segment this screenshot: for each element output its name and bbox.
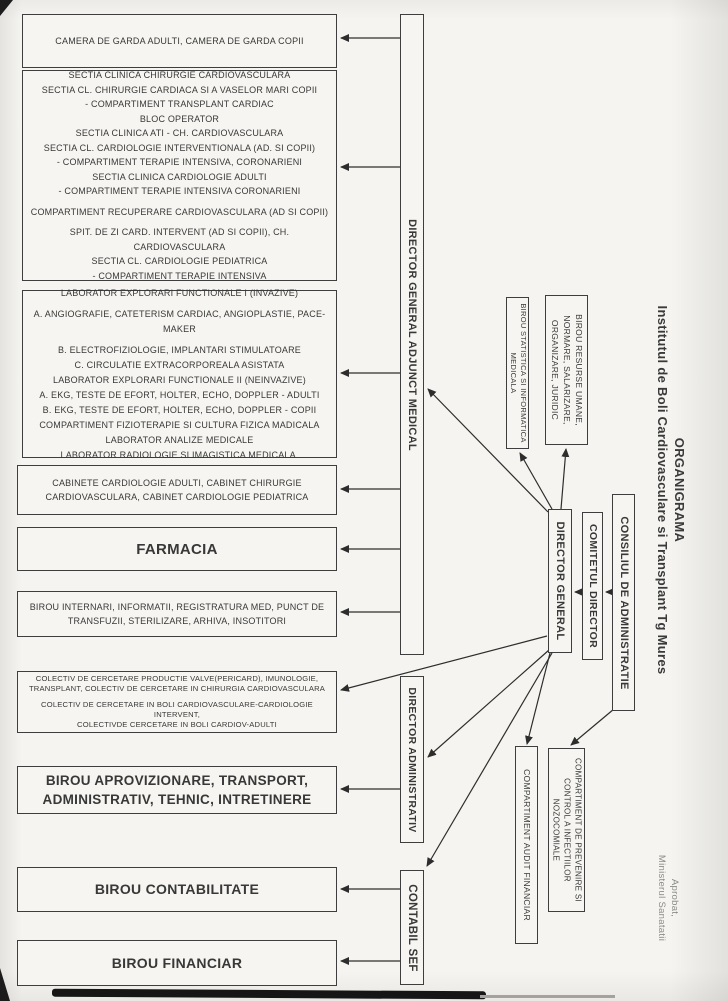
arrow-dg-colectiv (341, 636, 547, 690)
org-unit-label: DIRECTOR GENERAL (554, 521, 566, 641)
arrow-dg-director-administrativ (428, 650, 549, 757)
org-unit-label: COMITETUL DIRECTOR (586, 523, 599, 649)
org-unit-label: - COMPARTIMENT TERAPIE INTENSIVA (92, 270, 267, 281)
org-unit-label: SPIT. DE ZI CARD. INTERVENT (AD SI COPII), CH. CARDIOVASCULARA (69, 227, 290, 252)
org-unit-label-line: NORMARE, SALARIZARE, (561, 315, 572, 425)
org-unit-label: SECTIA CL. CHIRURGIE CARDIACA SI A VASELOR MARI COPII (41, 84, 318, 95)
org-unit-label (549, 299, 585, 441)
org-unit-label: COMPARTIMENT RECUPERARE CARDIOVASCULARA (AD SI COPII) (30, 206, 329, 217)
org-unit-label: - COMPARTIMENT TRANSPLANT CARDIAC (85, 99, 274, 109)
birou-aprovizionare-box (17, 766, 337, 814)
org-unit-label: A. EKG, TESTE DE EFORT, HOLTER, ECHO, DOPPLER - ADULTI (39, 389, 320, 400)
org-unit-label: - COMPARTIMENT TERAPIE INTENSIVA CORONARIENI (58, 186, 301, 196)
org-unit-label-line: MEDICALA (508, 352, 518, 394)
director-general-box (548, 509, 572, 653)
birou-statistica-box (506, 297, 529, 449)
org-unit-label-line: BIROU STATISTICA SI INFORMATICA (518, 303, 528, 443)
approval-line1: Aprobat, (669, 878, 680, 918)
org-unit-label: LABORATOR EXPLORARI FUNCTIONALE I (INVAZIVE) (60, 287, 299, 298)
org-unit-label: BIROU APROVIZIONARE, TRANSPORT, (45, 773, 309, 788)
org-unit-label: COMPARTIMENT FIZIOTERAPIE SI CULTURA FIZICA MADICALA (39, 419, 320, 430)
arrow-consiliul-prevenire (571, 709, 614, 745)
org-unit-label: BIROU INTERNARI, INFORMATII, REGISTRATURA MED, PUNCT DE (29, 601, 325, 612)
org-unit-label: LABORATOR EXPLORARI FUNCTIONALE II (NEINVAZIVE) (53, 374, 306, 385)
farmacia-box (17, 527, 337, 571)
arrow-dg-resurse (561, 449, 566, 509)
org-unit-label: COLECTIVDE CERCETARE IN BOLI CARDIOV-ADULTI (77, 720, 277, 729)
org-unit-label-line: CONTROL A INFECTIILOR (562, 778, 571, 882)
arrow-dg-statistica (520, 453, 552, 509)
org-unit-label: SECTIA CLINICA ATI - CH. CARDIOVASCULARA (75, 128, 284, 138)
org-unit-label: - COMPARTIMENT TERAPIE INTENSIVA, CORONARIENI (56, 157, 303, 167)
cabinete-box (17, 465, 337, 515)
org-unit-label-line: ORGANIZARE, JURIDIC (549, 319, 560, 421)
consiliul-de-administratie-box (612, 494, 635, 711)
scan-artifact-bottom-line (480, 995, 615, 998)
org-unit-label: B. EKG, TESTE DE EFORT, HOLTER, ECHO, DOPPLER - COPII (42, 404, 317, 415)
org-unit-label (508, 301, 528, 445)
director-administrativ-box (400, 676, 424, 843)
org-unit-label-line: BIROU RESURSE UMANE, (573, 314, 584, 426)
org-unit-label: COLECTIV DE CERCETARE PRODUCTIE VALVE(PERICARD), IMUNOLOGIE, (35, 674, 319, 683)
org-unit-label: LABORATOR RADIOLOGIE SI IMAGISTICA MEDICALA. (60, 449, 299, 460)
org-unit-label: BLOC OPERATOR (139, 113, 220, 124)
birou-internari-box (17, 591, 337, 637)
org-unit-label: CONSILIUL DE ADMINISTRATIE (617, 515, 630, 690)
colectiv-cercetare-box (17, 671, 337, 733)
org-unit-label: CAMERA DE GARDA ADULTI, CAMERA DE GARDA COPII (55, 35, 304, 46)
birou-contabilitate-box (17, 867, 337, 912)
org-unit-label: FARMACIA (136, 540, 218, 558)
org-unit-label: CABINETE CARDIOLOGIE ADULTI, CABINET CHIRURGIE (52, 477, 302, 488)
org-unit-label: TRANSFUZII, STERILIZARE, ARHIVA, INSOTITORI (67, 616, 287, 626)
page-title-line2: Institutul de Boli Cardiovasculare si Transplant Tg Mures (655, 305, 670, 675)
org-unit-label: LABORATOR ANALIZE MEDICALE (105, 434, 254, 445)
compartiment-prevenire-box (548, 748, 585, 912)
org-unit-label: COMPARTIMENT AUDIT FINANCIAR (521, 769, 532, 921)
org-unit-label: SECTIA CLINICA CARDIOLOGIE ADULTI (92, 171, 267, 182)
compartiment-audit-financiar-box (515, 746, 538, 944)
org-unit-label: SECTIA CL. CARDIOLOGIE PEDIATRICA (91, 256, 268, 266)
approval-line2: Ministerul Sanatatii (656, 854, 667, 942)
org-unit-label: B. ELECTROFIZIOLOGIE, IMPLANTARI STIMULATOARE (57, 344, 302, 355)
page-title-line1: ORGANIGRAMA (672, 437, 687, 543)
org-unit-label: CARDIOVASCULARA, CABINET CARDIOLOGIE PEDIATRICA (45, 492, 309, 502)
org-unit-label: COLECTIV DE CERCETARE IN BOLI CARDIOVASCULARE-CARDIOLOGIE INTERVENT, (41, 700, 313, 719)
org-unit-label (550, 752, 583, 908)
org-unit-label: SECTIA CLINICA CHIRURGIE CARDIOVASCULARA (68, 70, 291, 80)
org-unit-label: TRANSPLANT, COLECTIV DE CERCETARE IN CHIRURGIA CARDIOVASCULARA (28, 684, 326, 693)
org-unit-label: CONTABIL SEF (406, 883, 418, 972)
org-unit-label: SECTIA CL. CARDIOLOGIE INTERVENTIONALA (AD. SI COPII) (43, 142, 316, 153)
comitetul-director-box (582, 512, 603, 660)
camera-de-garda-box (22, 14, 337, 68)
org-unit-label: C. CIRCULATIE EXTRACORPOREALA ASISTATA (74, 359, 285, 370)
birou-financiar-box (17, 940, 337, 986)
org-unit-label-line: COMPARTIMENT DE PREVENIRE SI (573, 758, 582, 902)
director-general-adjunct-medical-box (400, 14, 424, 655)
birou-resurse-umane-box (545, 295, 588, 445)
org-unit-label-line: NOZOCOMIALE (551, 798, 560, 862)
org-unit-label: A. ANGIOGRAFIE, CATETERISM CARDIAC, ANGIOPLASTIE, PACE-MAKER (33, 308, 326, 334)
arrow-dg-dgam (428, 389, 548, 512)
sectii-clinice-box (22, 70, 337, 281)
org-unit-label: DIRECTOR ADMINISTRATIV (406, 686, 418, 833)
org-unit-label: DIRECTOR GENERAL ADJUNCT MEDICAL (406, 218, 418, 451)
org-unit-label: ADMINISTRATIV, TEHNIC, INTRETINERE (42, 792, 312, 807)
laborator-box (22, 287, 337, 460)
org-unit-label: BIROU FINANCIAR (111, 954, 243, 971)
org-unit-label: BIROU CONTABILITATE (94, 881, 260, 897)
contabil-sef-box (400, 870, 424, 985)
